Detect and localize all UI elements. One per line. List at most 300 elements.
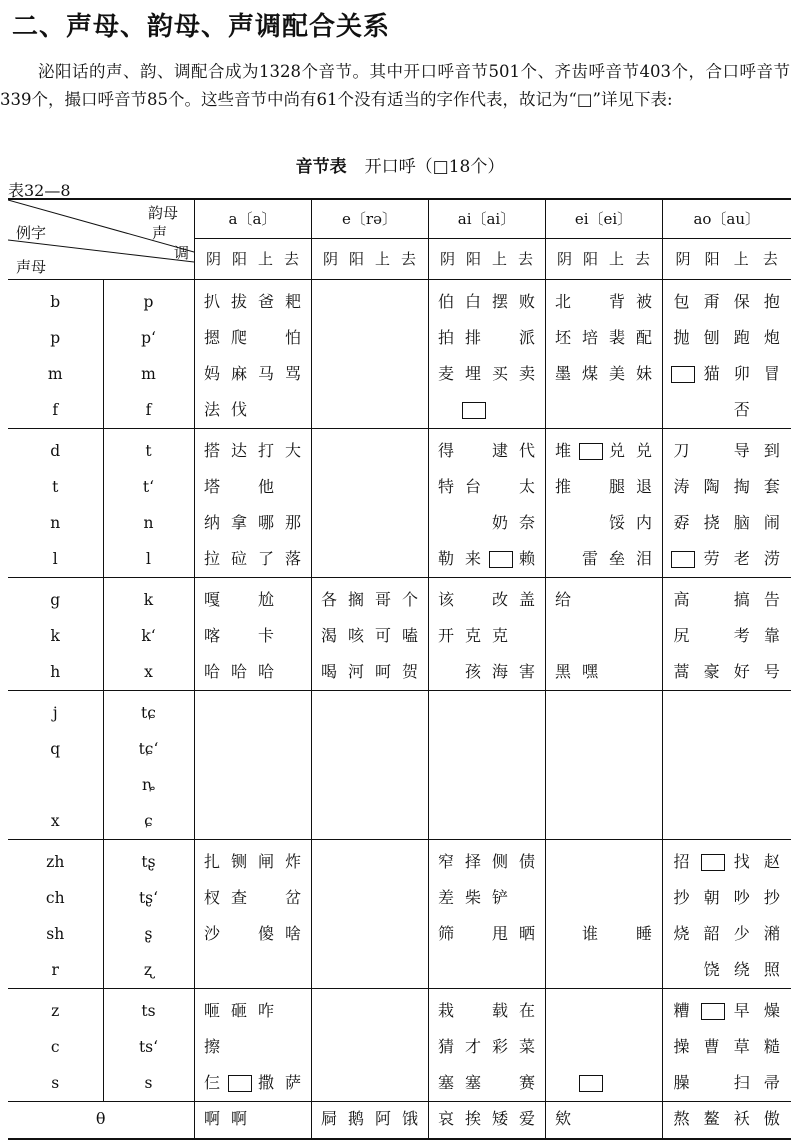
example-char: 招 xyxy=(673,852,690,871)
example-char: 白 xyxy=(464,292,481,311)
example-char: 垒 xyxy=(608,549,625,568)
ipa-initial: tɕ‘ xyxy=(138,740,159,758)
example-char: 落 xyxy=(284,549,301,568)
example-char: 撒 xyxy=(257,1073,274,1092)
example-char: 他 xyxy=(257,477,274,496)
tone-label: 上 xyxy=(733,250,749,268)
final-header-a: a〔a〕 xyxy=(194,199,311,239)
syllable-line xyxy=(312,284,428,320)
syllable-line xyxy=(312,356,428,392)
example-char: 载 xyxy=(491,1001,508,1020)
ipa-initial: ts xyxy=(141,1002,156,1020)
pinyin-initial: b xyxy=(50,293,61,311)
syllable-line xyxy=(429,618,545,654)
syllable-line xyxy=(195,993,311,1029)
example-char xyxy=(701,582,723,618)
syllable-line xyxy=(429,880,545,916)
syllable-cell xyxy=(545,280,662,429)
example-char: 扒 xyxy=(203,292,220,311)
syllable-lines xyxy=(546,691,662,839)
syllable-line xyxy=(312,1029,428,1065)
example-char xyxy=(318,880,340,916)
example-char: 煤 xyxy=(581,364,598,383)
syllable-line xyxy=(195,433,311,469)
example-char: 赖 xyxy=(518,549,535,568)
example-char: 各 xyxy=(320,590,337,609)
example-char: 仨 xyxy=(203,1073,220,1092)
table-title-rest: 开口呼（□18个） xyxy=(364,157,505,177)
example-char xyxy=(201,695,223,731)
syllable-lines xyxy=(195,840,311,988)
syllable-lines xyxy=(195,578,311,690)
example-char: 操 xyxy=(673,1037,690,1056)
syllable-line xyxy=(429,284,545,320)
syllable-line xyxy=(546,356,662,392)
example-char: 糙 xyxy=(763,1037,780,1056)
ipa-initial: t‘ xyxy=(142,478,155,496)
syllable-cell xyxy=(545,578,662,691)
ipa-initial: n xyxy=(143,514,154,532)
example-char xyxy=(462,695,484,731)
example-char xyxy=(633,993,655,1029)
example-char xyxy=(372,1029,394,1065)
example-char: 砸 xyxy=(230,1001,247,1020)
example-char: 退 xyxy=(635,477,652,496)
syllable-line xyxy=(429,695,545,731)
syllable-line xyxy=(195,1102,311,1138)
syllable-line xyxy=(663,952,792,988)
example-char: 糟 xyxy=(673,1001,690,1020)
pinyin-initial: s xyxy=(51,1074,60,1092)
syllable-line xyxy=(429,1065,545,1101)
tone-header-cell xyxy=(194,239,311,280)
syllable-line xyxy=(312,582,428,618)
syllable-lines xyxy=(663,840,792,988)
example-char: 傻 xyxy=(257,924,274,943)
pinyin-initial xyxy=(8,767,103,803)
example-char: 豪 xyxy=(703,662,720,681)
example-char: 那 xyxy=(284,513,301,532)
syllable-lines xyxy=(195,691,311,839)
example-char: 闸 xyxy=(257,852,274,871)
syllable-cell xyxy=(428,1102,545,1140)
example-char xyxy=(372,844,394,880)
example-char xyxy=(579,1029,601,1065)
example-char: 马 xyxy=(257,364,274,383)
syllable-line xyxy=(663,320,792,356)
pinyin-initial: f xyxy=(52,401,59,419)
example-char xyxy=(372,392,394,428)
example-char xyxy=(318,356,340,392)
example-char: 号 xyxy=(763,662,780,681)
syllable-line xyxy=(195,952,311,988)
initial-group-row xyxy=(8,280,791,429)
tone-label: 去 xyxy=(517,250,533,268)
pinyin-initial: c xyxy=(50,1038,60,1056)
example-char: 坯 xyxy=(554,328,571,347)
tone-label: 阴 xyxy=(675,250,691,268)
syllable-lines xyxy=(312,578,428,690)
example-char: 摆 xyxy=(491,292,508,311)
example-char: 刨 xyxy=(703,328,720,347)
example-char: 抛 xyxy=(673,328,690,347)
example-char xyxy=(372,541,394,577)
example-char: 扎 xyxy=(203,852,220,871)
example-char xyxy=(282,1029,304,1065)
syllable-line xyxy=(195,320,311,356)
example-char: 鹅 xyxy=(347,1109,364,1128)
example-char xyxy=(579,505,601,541)
example-char: 好 xyxy=(733,662,750,681)
example-char: 麻 xyxy=(230,364,247,383)
example-char xyxy=(489,803,511,839)
example-char xyxy=(731,695,753,731)
example-char: 陶 xyxy=(703,477,720,496)
corner-label-shengmu: 声母 xyxy=(16,258,47,276)
example-char: 否 xyxy=(733,400,750,419)
syllable-line xyxy=(546,284,662,320)
example-char xyxy=(579,1102,601,1138)
example-char xyxy=(282,392,304,428)
example-char xyxy=(435,505,457,541)
example-char: 骂 xyxy=(284,364,301,383)
syllable-line xyxy=(663,880,792,916)
example-char xyxy=(701,731,723,767)
tone-label: 阳 xyxy=(348,250,364,268)
ipa-initial-list xyxy=(104,840,194,988)
example-char: 喝 xyxy=(320,662,337,681)
tone-label: 阴 xyxy=(556,250,572,268)
table-corner-header xyxy=(8,199,194,280)
ipa-initial: f xyxy=(145,401,152,419)
example-char xyxy=(489,320,511,356)
example-char: 摁 xyxy=(203,328,220,347)
example-char: 卯 xyxy=(733,364,750,383)
example-char: 奈 xyxy=(518,513,535,532)
example-char xyxy=(701,392,723,428)
syllable-line xyxy=(663,582,792,618)
example-char xyxy=(552,731,574,767)
example-char xyxy=(255,731,277,767)
example-char: 盖 xyxy=(518,590,535,609)
pinyin-initial-cell xyxy=(8,840,103,989)
example-char xyxy=(318,469,340,505)
example-char xyxy=(372,695,394,731)
syllable-cell xyxy=(194,280,311,429)
example-char xyxy=(318,803,340,839)
example-char xyxy=(255,392,277,428)
example-char: 岔 xyxy=(284,888,301,907)
pinyin-initial: zh xyxy=(46,853,65,871)
example-char: 拿 xyxy=(230,513,247,532)
initial-group-row xyxy=(8,989,791,1102)
example-char xyxy=(282,695,304,731)
syllable-cell xyxy=(428,691,545,840)
example-char: 爬 xyxy=(230,328,247,347)
example-char: 挨 xyxy=(464,1109,481,1128)
syllable-line xyxy=(195,1065,311,1101)
example-char: 抄 xyxy=(763,888,780,907)
syllable-line xyxy=(312,505,428,541)
example-char: 告 xyxy=(763,590,780,609)
example-char: 被 xyxy=(635,292,652,311)
syllable-cell xyxy=(662,429,791,578)
example-char: 克 xyxy=(491,626,508,645)
syllable-line xyxy=(195,582,311,618)
example-char: 老 xyxy=(733,549,750,568)
example-char xyxy=(372,469,394,505)
syllable-line xyxy=(312,433,428,469)
example-char xyxy=(701,1065,723,1101)
example-char: 沙 xyxy=(203,924,220,943)
example-char xyxy=(372,356,394,392)
tone-label: 去 xyxy=(283,250,299,268)
example-char xyxy=(372,505,394,541)
syllable-line xyxy=(429,433,545,469)
syllable-cell xyxy=(428,840,545,989)
table-title xyxy=(0,152,800,177)
syllable-line xyxy=(546,392,662,428)
example-char: 嗑 xyxy=(401,626,418,645)
syllable-line xyxy=(312,1102,428,1138)
example-char xyxy=(399,695,421,731)
example-char xyxy=(399,993,421,1029)
syllable-line xyxy=(546,916,662,952)
ipa-initial-cell xyxy=(103,691,194,840)
example-char xyxy=(318,320,340,356)
syllable-cell xyxy=(311,280,428,429)
example-char xyxy=(345,767,367,803)
example-char xyxy=(255,952,277,988)
example-char: 尬 xyxy=(257,590,274,609)
example-char: 耙 xyxy=(284,292,301,311)
example-char xyxy=(579,582,601,618)
example-char: 跑 xyxy=(733,328,750,347)
syllable-line xyxy=(195,767,311,803)
example-char xyxy=(671,541,693,577)
tone-label: 去 xyxy=(634,250,650,268)
example-char xyxy=(318,284,340,320)
syllable-line xyxy=(195,695,311,731)
pinyin-initial-list xyxy=(8,578,103,690)
example-char: 裴 xyxy=(608,328,625,347)
example-char: 法 xyxy=(203,400,220,419)
syllable-line xyxy=(195,541,311,577)
syllable-line xyxy=(429,731,545,767)
example-char xyxy=(516,767,538,803)
pinyin-initial: g xyxy=(50,591,61,609)
example-char xyxy=(701,803,723,839)
example-char xyxy=(345,1029,367,1065)
example-char xyxy=(399,803,421,839)
example-char xyxy=(579,1065,601,1101)
example-char xyxy=(606,952,628,988)
syllable-line xyxy=(312,618,428,654)
syllable-line xyxy=(546,731,662,767)
ipa-initial-cell xyxy=(103,429,194,578)
syllable-line xyxy=(312,541,428,577)
pinyin-initial: l xyxy=(52,550,58,568)
initial-group-row xyxy=(8,578,791,691)
ipa-initial: p xyxy=(143,293,154,311)
example-char xyxy=(228,695,250,731)
example-char: 萨 xyxy=(284,1073,301,1092)
ipa-initial: tʂ‘ xyxy=(138,889,159,907)
example-char xyxy=(671,695,693,731)
pinyin-initial-list xyxy=(8,429,103,577)
syllable-line xyxy=(312,993,428,1029)
example-char xyxy=(579,695,601,731)
example-char: 买 xyxy=(491,364,508,383)
syllable-cell xyxy=(311,691,428,840)
ipa-initial-cell xyxy=(103,280,194,429)
example-char: 矮 xyxy=(491,1109,508,1128)
pinyin-initial-cell xyxy=(8,578,103,691)
example-char: 韶 xyxy=(703,924,720,943)
syllable-line xyxy=(195,284,311,320)
pinyin-initial: z xyxy=(51,1002,60,1020)
example-char: 脑 xyxy=(733,513,750,532)
example-char: 改 xyxy=(491,590,508,609)
empty-box-char xyxy=(228,1075,252,1092)
example-char: 阿 xyxy=(374,1109,391,1128)
syllable-lines xyxy=(546,840,662,988)
syllable-cell xyxy=(428,989,545,1102)
example-char: 甩 xyxy=(491,924,508,943)
syllable-line xyxy=(312,803,428,839)
empty-box-char xyxy=(671,551,695,568)
syllable-cell xyxy=(545,989,662,1102)
example-char: 刀 xyxy=(673,441,690,460)
syllable-line xyxy=(663,916,792,952)
example-char: 嘎 xyxy=(203,590,220,609)
example-char: 拉 xyxy=(203,549,220,568)
example-char xyxy=(228,1065,250,1101)
ipa-initial-list xyxy=(104,578,194,690)
syllable-lines xyxy=(195,429,311,577)
tone-header-cell xyxy=(428,239,545,280)
syllable-line xyxy=(663,541,792,577)
example-char: 鳌 xyxy=(703,1109,720,1128)
syllable-lines xyxy=(312,429,428,577)
example-char xyxy=(399,1029,421,1065)
example-char: 袄 xyxy=(733,1109,750,1128)
syllable-line xyxy=(195,469,311,505)
tone-label: 阳 xyxy=(231,250,247,268)
example-char: 屙 xyxy=(320,1109,337,1128)
syllable-lines xyxy=(429,691,545,839)
example-char xyxy=(606,695,628,731)
example-char xyxy=(462,505,484,541)
example-char xyxy=(435,803,457,839)
example-char xyxy=(633,952,655,988)
example-char xyxy=(579,433,601,469)
example-char xyxy=(372,284,394,320)
syllable-line xyxy=(429,844,545,880)
example-char: 靠 xyxy=(763,626,780,645)
example-char xyxy=(552,541,574,577)
example-char xyxy=(345,284,367,320)
example-char: 开 xyxy=(437,626,454,645)
example-char: 挠 xyxy=(703,513,720,532)
syllable-line xyxy=(312,731,428,767)
example-char: 找 xyxy=(733,852,750,871)
example-char: 搭 xyxy=(203,441,220,460)
tone-labels xyxy=(663,239,792,279)
example-char: 来 xyxy=(464,549,481,568)
pinyin-initial-list xyxy=(8,280,103,428)
example-char: 曹 xyxy=(703,1037,720,1056)
example-char: 啥 xyxy=(284,924,301,943)
example-char xyxy=(606,993,628,1029)
example-char: 赛 xyxy=(518,1073,535,1092)
example-char xyxy=(201,803,223,839)
example-char: 美 xyxy=(608,364,625,383)
example-char: 个 xyxy=(401,590,418,609)
example-char: 卖 xyxy=(518,364,535,383)
example-char xyxy=(201,767,223,803)
syllable-line xyxy=(195,618,311,654)
example-char xyxy=(516,880,538,916)
example-char xyxy=(731,803,753,839)
pinyin-initial-cell xyxy=(8,989,103,1102)
syllable-cell xyxy=(311,429,428,578)
example-char: 打 xyxy=(257,441,274,460)
syllable-lines xyxy=(195,989,311,1101)
tone-label: 上 xyxy=(374,250,390,268)
syllable-line xyxy=(546,618,662,654)
example-char: 嘿 xyxy=(581,662,598,681)
example-char xyxy=(579,803,601,839)
example-char: 铲 xyxy=(491,888,508,907)
example-char xyxy=(399,731,421,767)
example-char: 考 xyxy=(733,626,750,645)
example-char xyxy=(462,952,484,988)
example-char: 哪 xyxy=(257,513,274,532)
syllable-cell xyxy=(428,280,545,429)
example-char: 纳 xyxy=(203,513,220,532)
example-char: 爸 xyxy=(257,292,274,311)
syllable-line xyxy=(312,916,428,952)
syllable-line xyxy=(312,469,428,505)
syllable-line xyxy=(546,1029,662,1065)
ipa-initial: tʂ xyxy=(141,853,156,871)
example-char xyxy=(516,803,538,839)
example-char xyxy=(399,541,421,577)
example-char xyxy=(282,803,304,839)
example-char xyxy=(345,916,367,952)
example-char xyxy=(462,993,484,1029)
example-char xyxy=(579,392,601,428)
syllable-line xyxy=(546,1065,662,1101)
example-char: 兑 xyxy=(635,441,652,460)
example-char xyxy=(606,767,628,803)
initial-group-row xyxy=(8,840,791,989)
example-char xyxy=(228,952,250,988)
example-char: 兑 xyxy=(608,441,625,460)
example-char: 菜 xyxy=(518,1037,535,1056)
example-char: 可 xyxy=(374,626,391,645)
syllable-line xyxy=(546,469,662,505)
example-char: 涝 xyxy=(763,549,780,568)
example-char xyxy=(579,767,601,803)
example-char: 达 xyxy=(230,441,247,460)
pinyin-initial: j xyxy=(52,704,58,722)
pinyin-initial: n xyxy=(50,514,61,532)
tone-label: 阴 xyxy=(322,250,338,268)
syllable-line xyxy=(312,1065,428,1101)
syllable-line xyxy=(195,356,311,392)
